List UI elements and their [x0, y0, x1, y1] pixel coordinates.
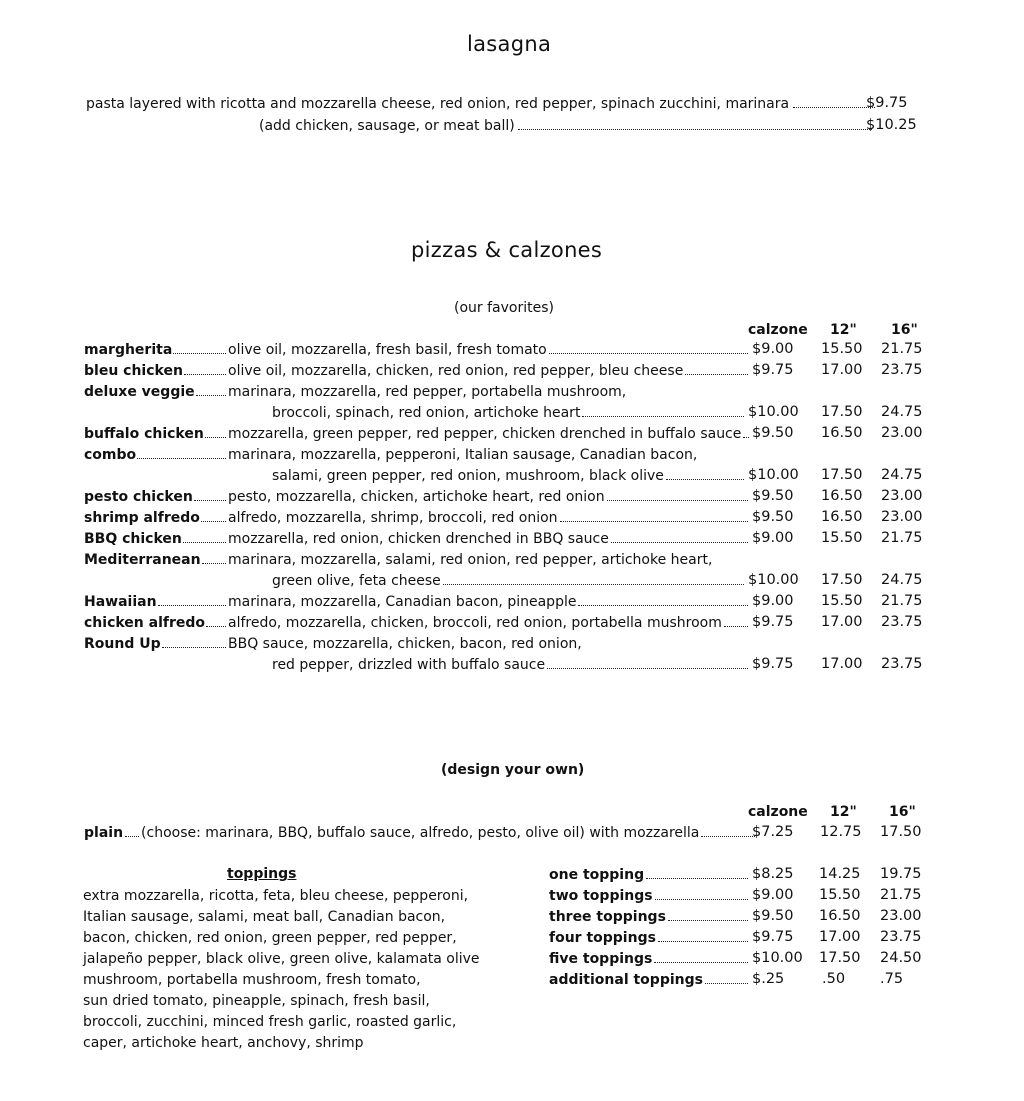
- twelve-inch-price: 16.50: [819, 908, 861, 924]
- lasagna-line-2: [259, 116, 872, 137]
- dot-leader: [793, 97, 875, 108]
- twelve-inch-price: 17.00: [821, 362, 863, 378]
- dot-leader: [443, 574, 744, 585]
- calzone-price: $9.00: [752, 887, 794, 903]
- menu-item-name: deluxe veggie: [84, 384, 195, 400]
- topping-count-row: [549, 886, 748, 907]
- menu-item-name: Round Up: [84, 636, 161, 652]
- twelve-inch-price: 17.50: [821, 467, 863, 483]
- twelve-inch-price: 16.50: [821, 509, 863, 525]
- sixteen-inch-header: 16": [891, 322, 918, 338]
- topping-count-name: five toppings: [549, 951, 653, 967]
- plain-sixteen-price: 17.50: [880, 824, 922, 840]
- topping-count-row: [549, 928, 748, 949]
- topping-count-name: one topping: [549, 867, 645, 883]
- twelve-inch-price: 17.50: [821, 572, 863, 588]
- dot-leader: [685, 364, 748, 375]
- dot-leader: [655, 889, 748, 900]
- dot-leader: [137, 448, 226, 459]
- calzone-price: $10.00: [748, 404, 799, 420]
- menu-item-row: [84, 361, 748, 382]
- design-twelve-inch-header: 12": [830, 804, 857, 820]
- calzone-price: $10.00: [748, 467, 799, 483]
- calzone-price: $9.50: [752, 509, 794, 525]
- sixteen-inch-price: 23.75: [881, 362, 923, 378]
- sixteen-inch-price: 24.75: [881, 404, 923, 420]
- sixteen-inch-price: 24.50: [880, 950, 922, 966]
- lasagna-desc: pasta layered with ricotta and mozzarella cheese, red onion, red pepper, spinach zucchini, marinara: [86, 96, 790, 112]
- calzone-price: $9.50: [752, 488, 794, 504]
- menu-item-name: bleu chicken: [84, 363, 183, 379]
- menu-item-row: [84, 550, 712, 571]
- dot-leader: [658, 931, 748, 942]
- menu-item-desc-continued: salami, green pepper, red onion, mushroom, black olive: [272, 468, 664, 484]
- topping-line: Italian sausage, salami, meat ball, Canadian bacon,: [83, 909, 446, 925]
- dot-leader: [560, 511, 748, 522]
- topping-line: extra mozzarella, ricotta, feta, bleu cheese, pepperoni,: [83, 888, 469, 904]
- dot-leader: [654, 952, 748, 963]
- dot-leader: [201, 511, 226, 522]
- dot-leader: [125, 826, 139, 837]
- twelve-inch-price: 17.50: [821, 404, 863, 420]
- dot-leader: [194, 490, 226, 501]
- twelve-inch-price: 15.50: [819, 887, 861, 903]
- dot-leader: [666, 469, 744, 480]
- dot-leader: [705, 973, 748, 984]
- topping-count-row: [549, 865, 748, 886]
- dot-leader: [158, 595, 226, 606]
- calzone-price: $9.75: [752, 656, 794, 672]
- twelve-inch-price: 17.50: [819, 950, 861, 966]
- sixteen-inch-price: 23.75: [881, 656, 923, 672]
- menu-item-row: [84, 592, 748, 613]
- calzone-price: $9.00: [752, 593, 794, 609]
- twelve-inch-price: 15.50: [821, 593, 863, 609]
- dot-leader: [611, 532, 748, 543]
- topping-count-name: additional toppings: [549, 972, 703, 988]
- menu-item-row-continued: [272, 403, 744, 424]
- sixteen-inch-price: 19.75: [880, 866, 922, 882]
- menu-item-desc: marinara, mozzarella, red pepper, portabella mushroom,: [228, 384, 627, 400]
- calzone-price: $9.50: [752, 908, 794, 924]
- menu-item-name: Mediterranean: [84, 552, 201, 568]
- menu-item-desc: marinara, mozzarella, salami, red onion, red pepper, artichoke heart,: [228, 552, 713, 568]
- menu-item-name: shrimp alfredo: [84, 510, 200, 526]
- menu-item-desc-continued: red pepper, drizzled with buffalo sauce: [272, 657, 546, 673]
- lasagna-line-1: [86, 94, 875, 115]
- dot-leader: [646, 868, 748, 879]
- menu-item-name: buffalo chicken: [84, 426, 204, 442]
- calzone-price: $9.75: [752, 362, 794, 378]
- calzone-header: calzone: [748, 322, 808, 338]
- dot-leader: [518, 119, 872, 130]
- design-calzone-header: calzone: [748, 804, 808, 820]
- sixteen-inch-price: 21.75: [881, 593, 923, 609]
- topping-count-row: [549, 970, 748, 991]
- topping-line: bacon, chicken, red onion, green pepper, red pepper,: [83, 930, 457, 946]
- twelve-inch-price: .50: [822, 971, 846, 987]
- topping-line: broccoli, zucchini, minced fresh garlic, roasted garlic,: [83, 1014, 457, 1030]
- menu-item-row-continued: [272, 655, 748, 676]
- dot-leader: [547, 658, 748, 669]
- dot-leader: [549, 343, 748, 354]
- menu-item-row: [84, 424, 749, 445]
- dot-leader: [668, 910, 748, 921]
- dot-leader: [162, 637, 226, 648]
- menu-item-desc-continued: green olive, feta cheese: [272, 573, 441, 589]
- sixteen-inch-price: 24.75: [881, 572, 923, 588]
- twelve-inch-header: 12": [830, 322, 857, 338]
- menu-item-row: [84, 340, 748, 361]
- favorites-label: (our favorites): [454, 300, 554, 316]
- plain-desc: (choose: marinara, BBQ, buffalo sauce, alfredo, pesto, olive oil) with mozzarella: [141, 825, 700, 841]
- menu-item-row: [84, 634, 582, 655]
- calzone-price: $9.00: [752, 530, 794, 546]
- dot-leader: [582, 406, 744, 417]
- menu-item-name: Hawaiian: [84, 594, 157, 610]
- sixteen-inch-price: 23.00: [880, 908, 922, 924]
- dot-leader: [183, 532, 226, 543]
- menu-item-desc: alfredo, mozzarella, chicken, broccoli, red onion, portabella mushroom: [228, 615, 722, 631]
- calzone-price: $9.00: [752, 341, 794, 357]
- menu-item-desc: mozzarella, red onion, chicken drenched in BBQ sauce: [228, 531, 609, 547]
- calzone-price: $9.50: [752, 425, 794, 441]
- topping-line: caper, artichoke heart, anchovy, shrimp: [83, 1035, 364, 1051]
- calzone-price: $10.00: [748, 572, 799, 588]
- dot-leader: [724, 616, 748, 627]
- dot-leader: [206, 616, 226, 627]
- twelve-inch-price: 16.50: [821, 425, 863, 441]
- menu-item-row: [84, 487, 748, 508]
- dot-leader: [196, 385, 226, 396]
- calzone-price: $.25: [752, 971, 785, 987]
- calzone-price: $9.75: [752, 614, 794, 630]
- menu-item-row: [84, 445, 697, 466]
- menu-item-name: combo: [84, 447, 137, 463]
- menu-item-name: pesto chicken: [84, 489, 193, 505]
- twelve-inch-price: 15.50: [821, 530, 863, 546]
- menu-item-name: margherita: [84, 342, 173, 358]
- plain-row: [84, 823, 755, 844]
- plain-calzone-price: $7.25: [752, 824, 794, 840]
- calzone-price: $8.25: [752, 866, 794, 882]
- sixteen-inch-price: 23.00: [881, 488, 923, 504]
- topping-count-name: three toppings: [549, 909, 666, 925]
- sixteen-inch-price: 21.75: [881, 530, 923, 546]
- menu-item-name: BBQ chicken: [84, 531, 182, 547]
- dot-leader: [743, 427, 749, 438]
- plain-name: plain: [84, 825, 124, 841]
- menu-item-desc: marinara, mozzarella, Canadian bacon, pineapple: [228, 594, 577, 610]
- twelve-inch-price: 17.00: [821, 614, 863, 630]
- menu-item-row-continued: [272, 466, 744, 487]
- topping-line: sun dried tomato, pineapple, spinach, fresh basil,: [83, 993, 430, 1009]
- lasagna-addon-desc: (add chicken, sausage, or meat ball): [259, 118, 515, 134]
- design-your-own-label: (design your own): [441, 762, 585, 778]
- sixteen-inch-price: 21.75: [880, 887, 922, 903]
- sixteen-inch-price: 21.75: [881, 341, 923, 357]
- menu-item-name: chicken alfredo: [84, 615, 206, 631]
- menu-item-row: [84, 382, 626, 403]
- design-sixteen-inch-header: 16": [889, 804, 916, 820]
- lasagna-price: $9.75: [866, 95, 908, 111]
- menu-item-desc: mozzarella, green pepper, red pepper, chicken drenched in buffalo sauce: [228, 426, 742, 442]
- dot-leader: [173, 343, 226, 354]
- dot-leader: [607, 490, 748, 501]
- dot-leader: [701, 826, 755, 837]
- topping-count-name: four toppings: [549, 930, 656, 946]
- twelve-inch-price: 14.25: [819, 866, 861, 882]
- sixteen-inch-price: 23.00: [881, 509, 923, 525]
- menu-item-row: [84, 613, 748, 634]
- menu-item-desc: BBQ sauce, mozzarella, chicken, bacon, red onion,: [228, 636, 582, 652]
- menu-item-row: [84, 508, 748, 529]
- menu-item-row: [84, 529, 748, 550]
- dot-leader: [578, 595, 748, 606]
- calzone-price: $9.75: [752, 929, 794, 945]
- menu-item-desc: pesto, mozzarella, chicken, artichoke heart, red onion: [228, 489, 605, 505]
- menu-item-desc: marinara, mozzarella, pepperoni, Italian sausage, Canadian bacon,: [228, 447, 698, 463]
- plain-twelve-price: 12.75: [820, 824, 862, 840]
- twelve-inch-price: 17.00: [821, 656, 863, 672]
- sixteen-inch-price: 23.00: [881, 425, 923, 441]
- menu-item-desc: olive oil, mozzarella, chicken, red onion, red pepper, bleu cheese: [228, 363, 684, 379]
- twelve-inch-price: 15.50: [821, 341, 863, 357]
- topping-count-row: [549, 949, 748, 970]
- twelve-inch-price: 17.00: [819, 929, 861, 945]
- lasagna-title: lasagna: [467, 32, 552, 56]
- menu-item-row-continued: [272, 571, 744, 592]
- dot-leader: [184, 364, 226, 375]
- menu-item-desc: olive oil, mozzarella, fresh basil, fresh tomato: [228, 342, 547, 358]
- menu-item-desc-continued: broccoli, spinach, red onion, artichoke heart: [272, 405, 581, 421]
- twelve-inch-price: 16.50: [821, 488, 863, 504]
- dot-leader: [202, 553, 226, 564]
- topping-count-row: [549, 907, 748, 928]
- sixteen-inch-price: 23.75: [880, 929, 922, 945]
- calzone-price: $10.00: [752, 950, 803, 966]
- dot-leader: [205, 427, 226, 438]
- toppings-title: toppings: [227, 866, 297, 882]
- sixteen-inch-price: 23.75: [881, 614, 923, 630]
- topping-line: mushroom, portabella mushroom, fresh tomato,: [83, 972, 421, 988]
- topping-count-name: two toppings: [549, 888, 653, 904]
- topping-line: jalapeño pepper, black olive, green olive, kalamata olive: [83, 951, 480, 967]
- lasagna-addon-price: $10.25: [866, 117, 917, 133]
- sixteen-inch-price: .75: [880, 971, 904, 987]
- pizzas-title: pizzas & calzones: [411, 238, 603, 262]
- sixteen-inch-price: 24.75: [881, 467, 923, 483]
- menu-item-desc: alfredo, mozzarella, shrimp, broccoli, red onion: [228, 510, 558, 526]
